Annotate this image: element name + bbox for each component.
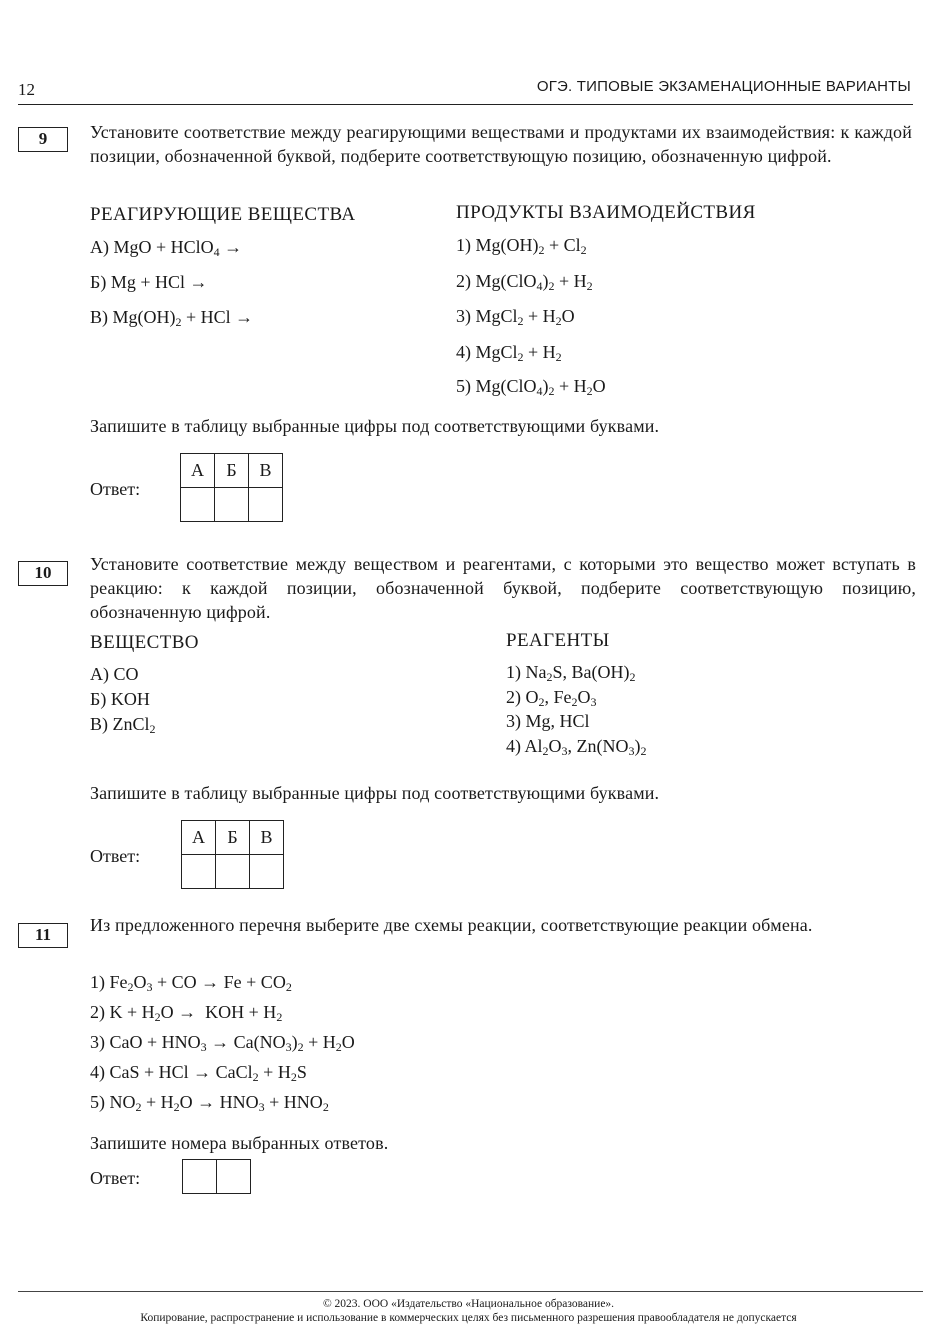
task-9-answer-cell-b[interactable] <box>215 488 249 522</box>
task-11-number-box: 11 <box>18 923 68 948</box>
task-10-left-heading: ВЕЩЕСТВО <box>90 632 199 653</box>
task-11-option-3: 3) CaO + $HNO_3 \to Ca(NO_3)_2 + H_2O$ <box>90 1032 355 1054</box>
task-10-answer-cell-b[interactable] <box>216 855 250 889</box>
task-9-product-2: 2) $Mg(ClO_4)_2 + H_2$ <box>456 271 593 293</box>
task-11-option-5: 5) $NO_2 + H_2O \to HNO_3 + HNO_2$ <box>90 1092 329 1114</box>
task-10-text: Установите соответствие между веществом и реагентами, с которыми это вещество может вступать в реакцию: к каждой позиции, обозначенной буквой, подберите соответствующую позицию, обозначенную цифрой. <box>90 554 916 622</box>
task-9-answer-cell-a[interactable] <box>181 488 215 522</box>
task-10-answer-cell-c[interactable] <box>250 855 284 889</box>
footer-copyright: © 2023. ООО «Издательство «Национальное образование». <box>322 1298 615 1310</box>
task-9-product-4: 4) MgCl$_2$ + $H_2$ <box>456 342 562 364</box>
task-9-answer-cell-c[interactable] <box>249 488 283 522</box>
task-11-answer-cell-1[interactable] <box>183 1160 217 1194</box>
task-9-reactant-a: А) MgO + HClO$_4$ → <box>90 237 243 259</box>
task-10-substance-c: В) ZnCl$_2$ <box>90 714 156 736</box>
footer-notice: Копирование, распространение и использование в коммерческих целях без письменного разрешения правообладателя не допускается <box>140 1312 797 1324</box>
task-10-answer-cell-a[interactable] <box>182 855 216 889</box>
task-10-substance-a: А) CO <box>90 664 139 684</box>
task-11-instruction: Запишите номера выбранных ответов. <box>90 1133 389 1153</box>
task-10-col-a: А <box>182 821 216 855</box>
task-9-answer-table <box>180 453 283 522</box>
task-9-product-5: 5) $Mg(ClO_4)_2 + H_2O$ <box>456 376 606 398</box>
task-11-option-4: 4) CaS + HCl → CaCl$_2$ + $H_2S$ <box>90 1062 307 1084</box>
task-9-product-3: 3) MgCl$_2$ + $H_2O$ <box>456 306 575 328</box>
task-10-instruction: Запишите в таблицу выбранные цифры под соответствующими буквами. <box>90 783 660 803</box>
task-10-number-box: 10 <box>18 561 68 586</box>
footer-divider <box>18 1291 923 1292</box>
running-header-title: ОГЭ. ТИПОВЫЕ ЭКЗАМЕНАЦИОННЫЕ ВАРИАНТЫ <box>536 78 911 95</box>
task-9-product-1: 1) $Mg(OH)_2 + Cl_2$ <box>456 235 587 257</box>
task-9-answer-label: Ответ: <box>90 479 141 499</box>
task-10-reagent-2: 2) $O_2$, $Fe_2O_3$ <box>506 687 597 709</box>
task-11-answer-label: Ответ: <box>90 1168 141 1188</box>
task-9-text: Установите соответствие между реагирующими веществами и продуктами их взаимодействия: к каждой позиции, обозначенной буквой, подберите соответствующую позицию, обозначенную цифрой. <box>90 122 912 166</box>
task-9-reactant-c: В) $Mg(OH)_2$ + HCl → <box>90 307 254 329</box>
task-9-col-c: В <box>249 454 283 488</box>
task-9-left-heading: РЕАГИРУЮЩИЕ ВЕЩЕСТВА <box>90 204 356 225</box>
task-10-answer-table <box>181 820 284 889</box>
header-divider <box>18 104 913 105</box>
task-9-instruction: Запишите в таблицу выбранные цифры под соответствующими буквами. <box>90 416 660 436</box>
task-11-option-1: 1) $Fe_2O_3$ + CO → $Fe + CO_2$ <box>90 972 292 994</box>
task-10-col-c: В <box>250 821 284 855</box>
task-9-right-heading: ПРОДУКТЫ ВЗАИМОДЕЙСТВИЯ <box>456 202 756 223</box>
task-10-col-b: Б <box>216 821 250 855</box>
task-10-substance-b: Б) KOH <box>90 689 150 709</box>
task-9-reactant-b: Б) Mg + HCl → <box>90 272 208 292</box>
task-9-col-a: А <box>181 454 215 488</box>
task-11-answer-cell-2[interactable] <box>217 1160 251 1194</box>
task-11-text: Из предложенного перечня выберите две схемы реакции, соответствующие реакции обмена. <box>90 915 813 935</box>
task-10-reagent-4: 4) $Al_2O_3$, $Zn(NO_3)_2$ <box>506 736 647 758</box>
task-10-right-heading: РЕАГЕНТЫ <box>506 630 610 651</box>
task-10-reagent-1: 1) $Na_2S$, $Ba(OH)_2$ <box>506 662 636 684</box>
task-11-answer-table <box>182 1159 251 1194</box>
task-10-reagent-3: 3) Mg, HCl <box>506 711 590 731</box>
task-9-col-b: Б <box>215 454 249 488</box>
task-11-option-2: 2) $K + H_2O$ → KOH + $H_2$ <box>90 1002 283 1024</box>
task-9-number-box: 9 <box>18 127 68 152</box>
page-number: 12 <box>18 80 35 99</box>
task-10-answer-label: Ответ: <box>90 846 141 866</box>
